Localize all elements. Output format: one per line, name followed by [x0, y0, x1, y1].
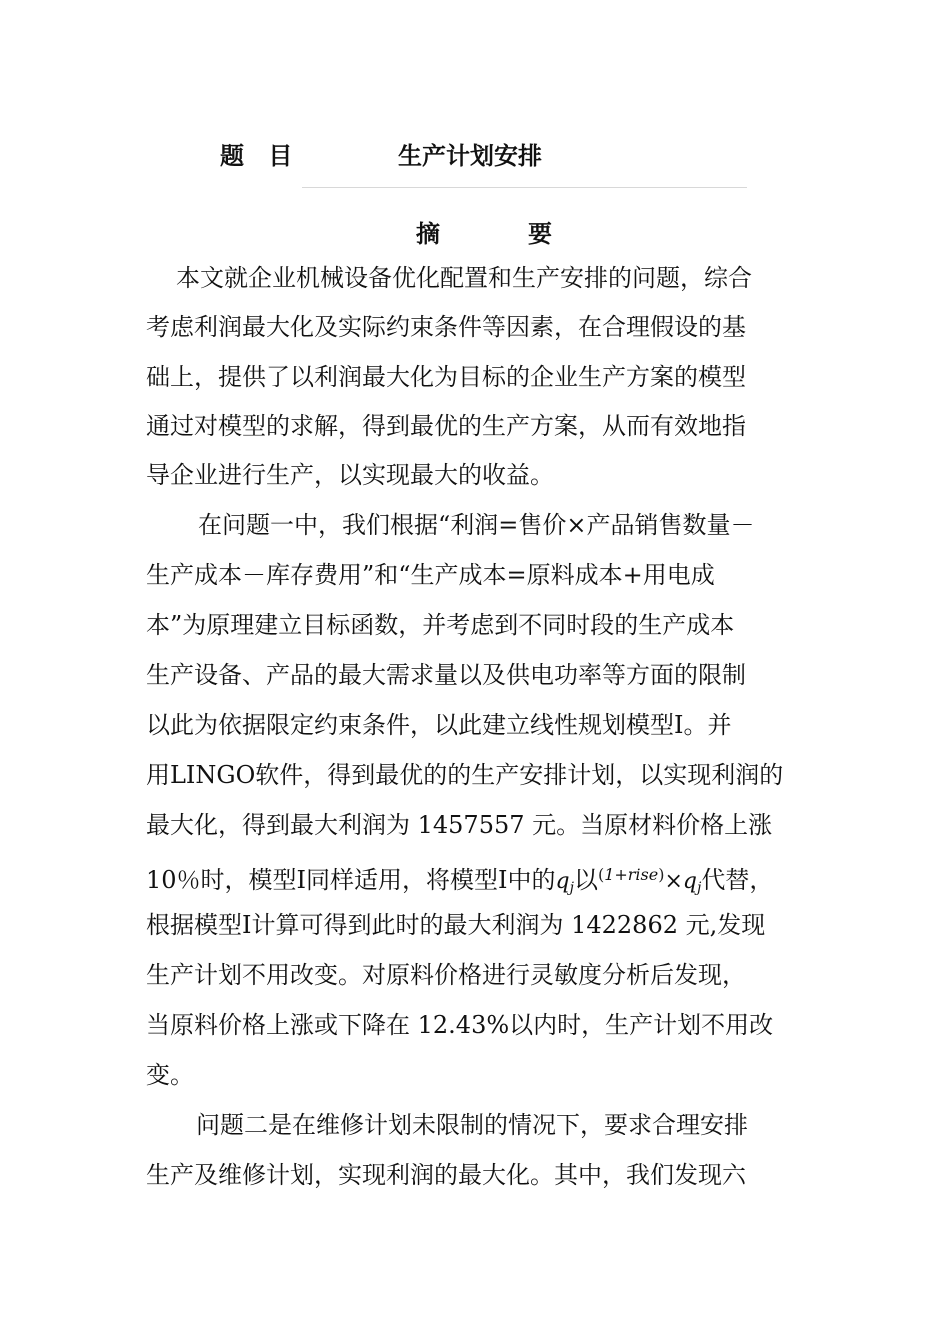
- paragraph-2-line-6: 用LINGO软件，得到最优的的生产安排计划，以实现利润的: [146, 761, 784, 789]
- abstract-heading-char-1: 摘: [416, 220, 440, 248]
- paragraph-1-line-3: 础上，提供了以利润最大化为目标的企业生产方案的模型: [146, 363, 746, 391]
- paragraph-1-line-2: 考虑利润最大化及实际约束条件等因素，在合理假设的基: [146, 313, 746, 341]
- formula-subscript-j: j: [569, 880, 574, 896]
- formula-connector: 以: [573, 866, 598, 894]
- formula-inner: 1+rise: [604, 865, 659, 884]
- paragraph-1-line-5: 导企业进行生产，以实现最大的收益。: [146, 461, 554, 489]
- title-label: 题 目: [220, 142, 301, 170]
- paragraph-2-line-5: 以此为依据限定约束条件，以此建立线性规划模型Ⅰ。并: [146, 711, 732, 739]
- paragraph-3-line-1: 问题二是在维修计划未限制的情况下，要求合理安排: [196, 1111, 748, 1139]
- paragraph-2-formula-line: [146, 860, 774, 896]
- formula-line-prefix: 10％时，模型Ⅰ同样适用，将模型Ⅰ中的: [146, 866, 556, 894]
- formula-paren-open: (: [597, 865, 605, 884]
- paragraph-2-line-4: 生产设备、产品的最大需求量以及供电功率等方面的限制: [146, 661, 746, 689]
- paragraph-2-line-3: 本”为原理建立目标函数，并考虑到不同时段的生产成本: [146, 611, 735, 639]
- abstract-heading-char-2: 要: [528, 220, 552, 248]
- paragraph-1-line-1: 本文就企业机械设备优化配置和生产安排的问题，综合: [176, 264, 752, 292]
- paragraph-2-line-11: 当原料价格上涨或下降在 12.43%以内时，生产计划不用改: [146, 1011, 774, 1039]
- formula-paren-close: ): [658, 865, 665, 884]
- paragraph-2-line-10: 生产计划不用改变。对原料价格进行灵敏度分析后发现，: [146, 961, 746, 989]
- paragraph-2-line-2: 生产成本－库存费用”和“生产成本=原料成本+用电成: [146, 561, 715, 589]
- paragraph-3-line-2: 生产及维修计划，实现利润的最大化。其中，我们发现六: [146, 1161, 746, 1189]
- paper-title: 生产计划安排: [398, 142, 542, 170]
- formula-rise-expression: [597, 865, 702, 896]
- paragraph-2-line-1: 在问题一中，我们根据“利润=售价×产品销售数量－: [198, 511, 755, 539]
- formula-line-suffix: 代替，: [701, 866, 774, 894]
- formula-subscript-j2: j: [697, 880, 702, 896]
- paragraph-2-line-9: 根据模型Ⅰ计算可得到此时的最大利润为 1422862 元,发现: [146, 911, 766, 939]
- formula-q: q: [555, 869, 570, 894]
- paragraph-1-line-4: 通过对模型的求解，得到最优的生产方案，从而有效地指: [146, 412, 746, 440]
- formula-times: ×: [664, 869, 683, 894]
- formula-q-j: [556, 869, 574, 894]
- paragraph-2-line-7: 最大化，得到最大利润为 1457557 元。当原材料价格上涨: [146, 811, 773, 839]
- formula-q2: q: [682, 869, 697, 894]
- paragraph-2-line-12: 变。: [146, 1061, 194, 1089]
